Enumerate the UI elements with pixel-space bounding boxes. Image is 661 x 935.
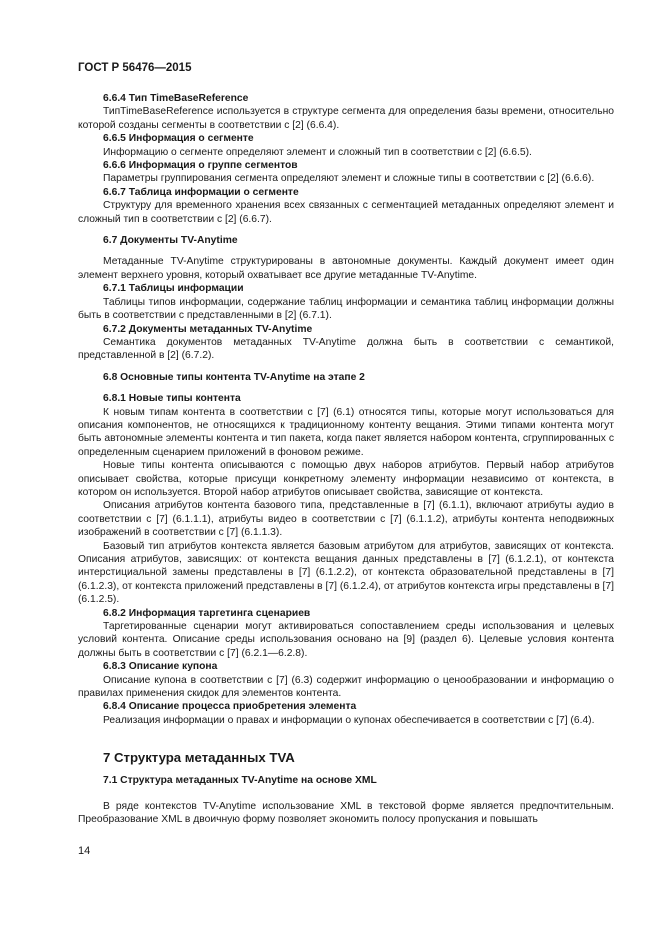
paragraph: Описания атрибутов контента базового типа, представленные в [7] (6.1.1), включают атрибуты аудио в соответствии с [7] (6.1.1.1), атрибуты видео в соответствии с [7] (6.1.1.2), атрибуты контента неподвижных изображений в соответствии с [7] (6.1.1.3).: [78, 500, 614, 539]
paragraph: Метаданные TV-Anytime структурированы в автономные документы. Каждый документ имеет один элемент верхнего уровня, который охватывает все другие метаданные TV-Anytime.: [78, 256, 614, 281]
section-heading: 6.7.1 Таблицы информации: [103, 283, 244, 295]
paragraph: Базовый тип атрибутов контекста является базовым атрибутом для атрибутов, зависящих от контекста. Описания атрибутов, зависящих: от контекста вещания данных представлены в [7] (6.1.2.1), от контекста интерстициальной замены представлены в [7] (6.1.2.2), от контекста образовательной представлены в [7] (6.1.2.3), от контекста приложений представлены в [7] (6.1.2.4), от атрибутов контекста игры представлены в [7] (6.1.2.5).: [78, 540, 614, 606]
paragraph: Информацию о сегменте определяют элемент и сложный тип в соответствии с [2] (6.6.5).: [103, 146, 532, 158]
section-heading: 6.6.5 Информация о сегменте: [103, 133, 254, 145]
section-heading: 6.6.4 Тип TimeBaseReference: [103, 93, 249, 104]
section-heading: 6.8.4 Описание процесса приобретения элемента: [103, 701, 357, 713]
paragraph: К новым типам контента в соответствии с [7] (6.1) относятся типы, которые могут использоваться для описания компонентов, не относящихся к традиционному контенту вещания. Этими типами контента могут быть автономные элементы контента и тип пакета, когда пакет является набором контента, сгруппированных с определенным сценарием приложений в фоновом режиме.: [78, 406, 614, 458]
section-heading: 6.6.6 Информация о группе сегментов: [103, 160, 298, 172]
paragraph: Новые типы контента описываются с помощью двух наборов атрибутов. Первый набор атрибутов описывает свойства, которые присущи конкретному элементу информации независимо от контекста, в котором он используется. Второй набор атрибутов описывает свойства, зависящие от контекста.: [78, 460, 614, 498]
section-heading: 6.8 Основные типы контента TV-Anytime на этапе 2: [103, 371, 365, 383]
paragraph: В ряде контекстов TV-Anytime использование XML в текстовой форме является предпочтительным. Преобразование XML в двоичную форму позволяет экономить полосу пропускания и повышать: [78, 800, 614, 826]
page-content: [78, 92, 614, 827]
section-heading: 6.8.2 Информация таргетинга сценариев: [103, 607, 311, 619]
paragraph: Описание купона в соответствии с [7] (6.3) содержит информацию о ценообразовании и информацию о правилах применения скидок для элементов контента.: [78, 674, 614, 700]
document-code-header: ГОСТ Р 56476—2015: [78, 62, 192, 74]
section-heading: 6.6.7 Таблица информации о сегменте: [103, 186, 299, 198]
paragraph: Таргетированные сценарии могут активироваться сопоставлением среды использования и целевых условий контента. Описание среды использования основано на [9] (раздел 6). Целевые условия контента должны быть в соответствии с [7] (6.2.1—6.2.8).: [78, 621, 614, 659]
paragraph: Параметры группирования сегмента определяют элемент и сложные типы в соответствии с [2] (6.6.6).: [103, 173, 595, 185]
paragraph: Структуру для временного хранения всех связанных с сегментацией метаданных определяют элемент и сложный тип в соответствии с [2] (6.6.7).: [78, 200, 614, 225]
paragraph: Таблицы типов информации, содержание таблиц информации и семантика таблиц информации должны быть в соответствии с представленными в [2] (6.7.1).: [78, 296, 614, 322]
page-number: 14: [78, 845, 91, 857]
chapter-heading: 7 Структура метаданных TVA: [103, 750, 295, 766]
paragraph: ТипTimeBaseReference используется в структуре сегмента для определения базы времени, относительно которой созданы сегменты в соответствии с [2] (6.6.4).: [78, 106, 614, 131]
section-heading: 6.7.2 Документы метаданных TV-Anytime: [103, 323, 313, 335]
paragraph: Семантика документов метаданных TV-Anytime должна быть в соответствии с семантикой, представленной в [2] (6.7.2).: [78, 336, 614, 362]
section-heading: 7.1 Структура метаданных TV-Anytime на основе XML: [103, 775, 377, 787]
paragraph: Реализация информации о правах и информации о купонах обеспечивается в соответствии с [7] (6.4).: [103, 714, 595, 726]
section-heading: 6.8.1 Новые типы контента: [103, 393, 241, 405]
section-heading: 6.7 Документы TV-Anytime: [103, 235, 238, 247]
section-heading: 6.8.3 Описание купона: [103, 661, 218, 673]
